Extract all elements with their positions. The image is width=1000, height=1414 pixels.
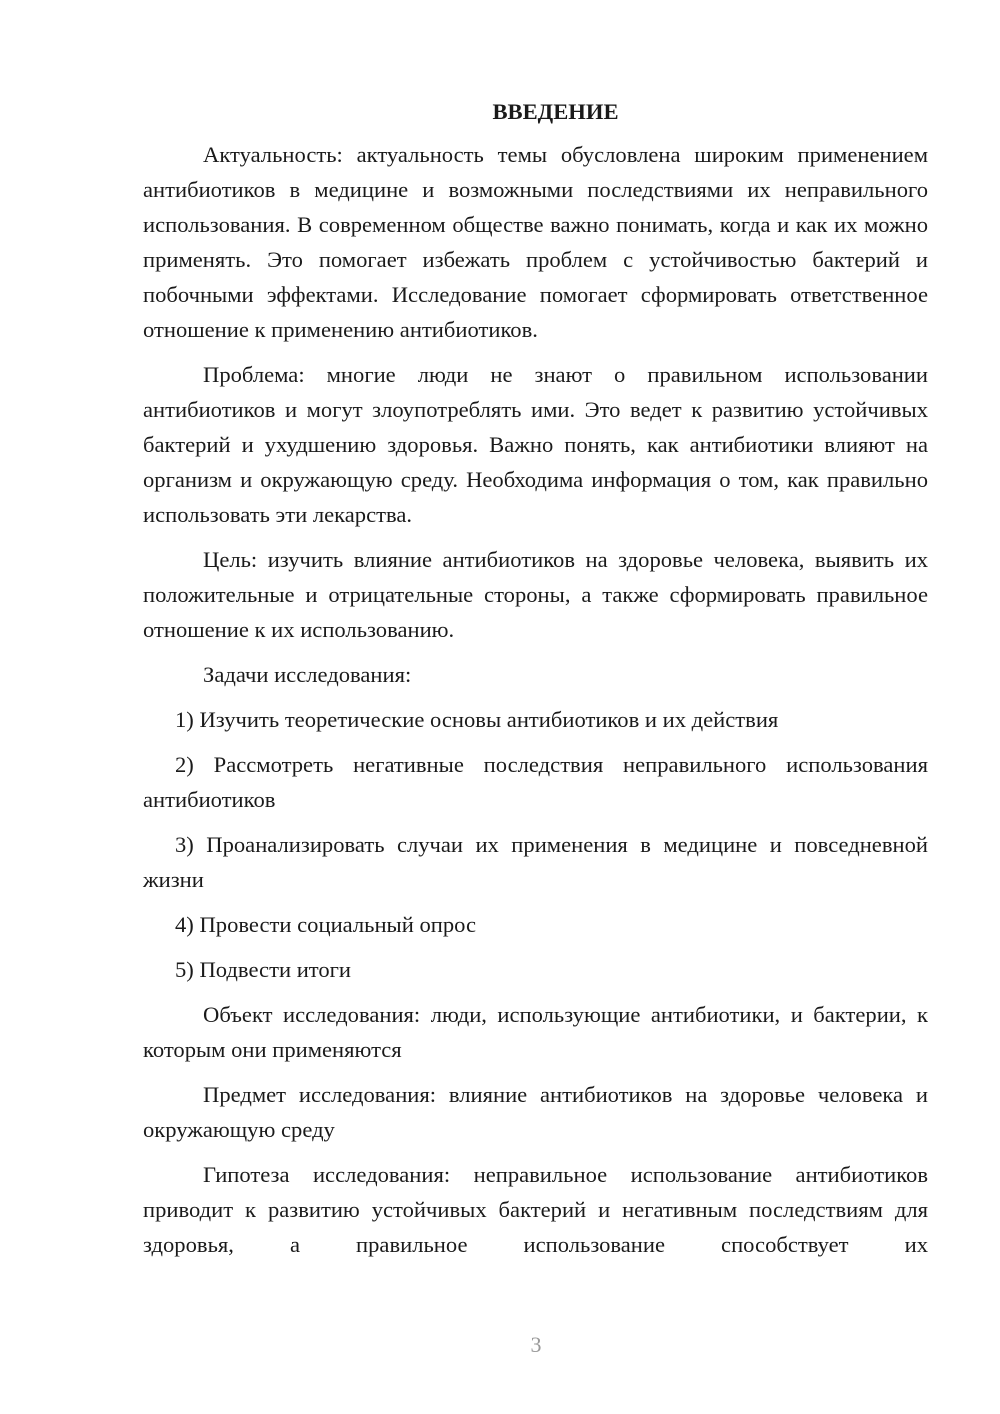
task-item-4: 4) Провести социальный опрос (175, 912, 477, 937)
page-title: ВВЕДЕНИЕ (492, 99, 619, 124)
subject-paragraph: Предмет исследования: влияние антибиотиков на здоровье человека и окружающую среду (143, 1082, 928, 1142)
page-content (143, 94, 928, 1272)
task-item-2: 2) Рассмотреть негативные последствия неправильного использования антибиотиков (143, 752, 928, 812)
tasks-heading: Задачи исследования: (203, 662, 412, 687)
goal-paragraph: Цель: изучить влияние антибиотиков на здоровье человека, выявить их положительные и отрицательные стороны, а также сформировать правильное отношение к их использованию. (143, 547, 928, 642)
relevance-paragraph: Актуальность: актуальность темы обусловлена широким применением антибиотиков в медицине и возможными последствиями их неправильного использования. В современном обществе важно понимать, когда и как их можно применять. Это помогает избежать проблем с устойчивостью бактерий и побочными эффектами. Исследование помогает сформировать ответственное отношение к применению антибиотиков. (143, 142, 928, 342)
page-number: 3 (530, 1332, 542, 1357)
problem-paragraph: Проблема: многие люди не знают о правильном использовании антибиотиков и могут злоупотреблять ими. Это ведет к развитию устойчивых бактерий и ухудшению здоровья. Важно понять, как антибиотики влияют на организм и окружающую среду. Необходима информация о том, как правильно использовать эти лекарства. (143, 362, 928, 527)
object-paragraph: Объект исследования: люди, использующие антибиотики, и бактерии, к которым они применяются (143, 1002, 928, 1062)
hypothesis-paragraph: Гипотеза исследования: неправильное использование антибиотиков приводит к развитию устойчивых бактерий и негативным последствиям для здоровья, а правильное использование способствует их (143, 1162, 928, 1257)
task-item-5: 5) Подвести итоги (175, 957, 352, 982)
task-item-3: 3) Проанализировать случаи их применения в медицине и повседневной жизни (143, 832, 928, 892)
task-item-1: 1) Изучить теоретические основы антибиотиков и их действия (175, 707, 779, 732)
